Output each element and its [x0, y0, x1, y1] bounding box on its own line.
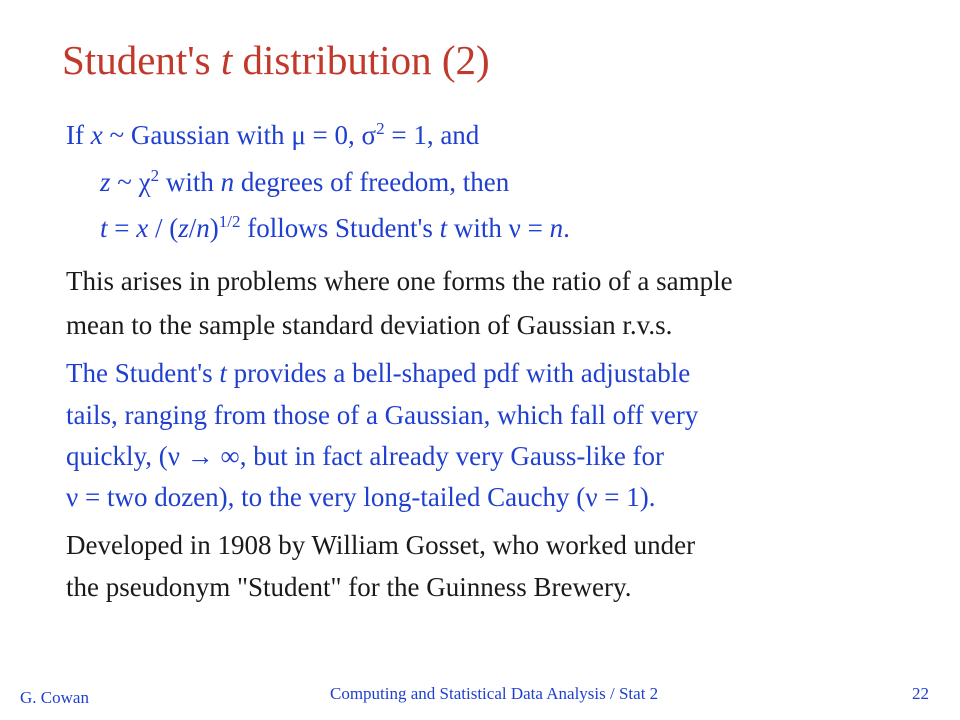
condition-chi2: z ~ $\chi^2$ with n degrees of freedom, then [100, 166, 510, 197]
bell-shape-line-2: tails, ranging from those of a Gaussian, which fall off very [66, 400, 699, 430]
title-t-italic: t [220, 37, 233, 83]
footer-author: G. Cowan [20, 688, 89, 707]
bell-shape-line-4: ν = two dozen), to the very long-tailed Cauchy (ν = 1). [66, 482, 656, 512]
title-text: Student's [62, 37, 221, 83]
slide-title [62, 36, 490, 84]
footer-page-number: 22 [912, 684, 929, 703]
ratio-paragraph-line-1: This arises in problems where one forms the ratio of a sample [66, 266, 733, 296]
history-line-1: Developed in 1908 by William Gosset, who worked under [66, 530, 696, 560]
footer-course: Computing and Statistical Data Analysis / Stat 2 [330, 684, 659, 703]
title-text-end: distribution (2) [232, 37, 490, 83]
condition-gaussian: If x ~ Gaussian with μ = 0, $\sigma^2 = 1$, and [66, 119, 480, 150]
bell-shape-line-1: The Student's t provides a bell-shaped pdf with adjustable [66, 358, 691, 388]
ratio-paragraph-line-2: mean to the sample standard deviation of Gaussian r.v.s. [66, 310, 673, 340]
definition-t: $t = x / (z/n)^{1/2}$ follows Student's t with ν = n. [100, 212, 570, 243]
history-line-2: the pseudonym "Student" for the Guinness Brewery. [66, 572, 632, 602]
bell-shape-line-3: quickly, (ν → ∞, but in fact already very Gauss-like for [66, 441, 665, 471]
